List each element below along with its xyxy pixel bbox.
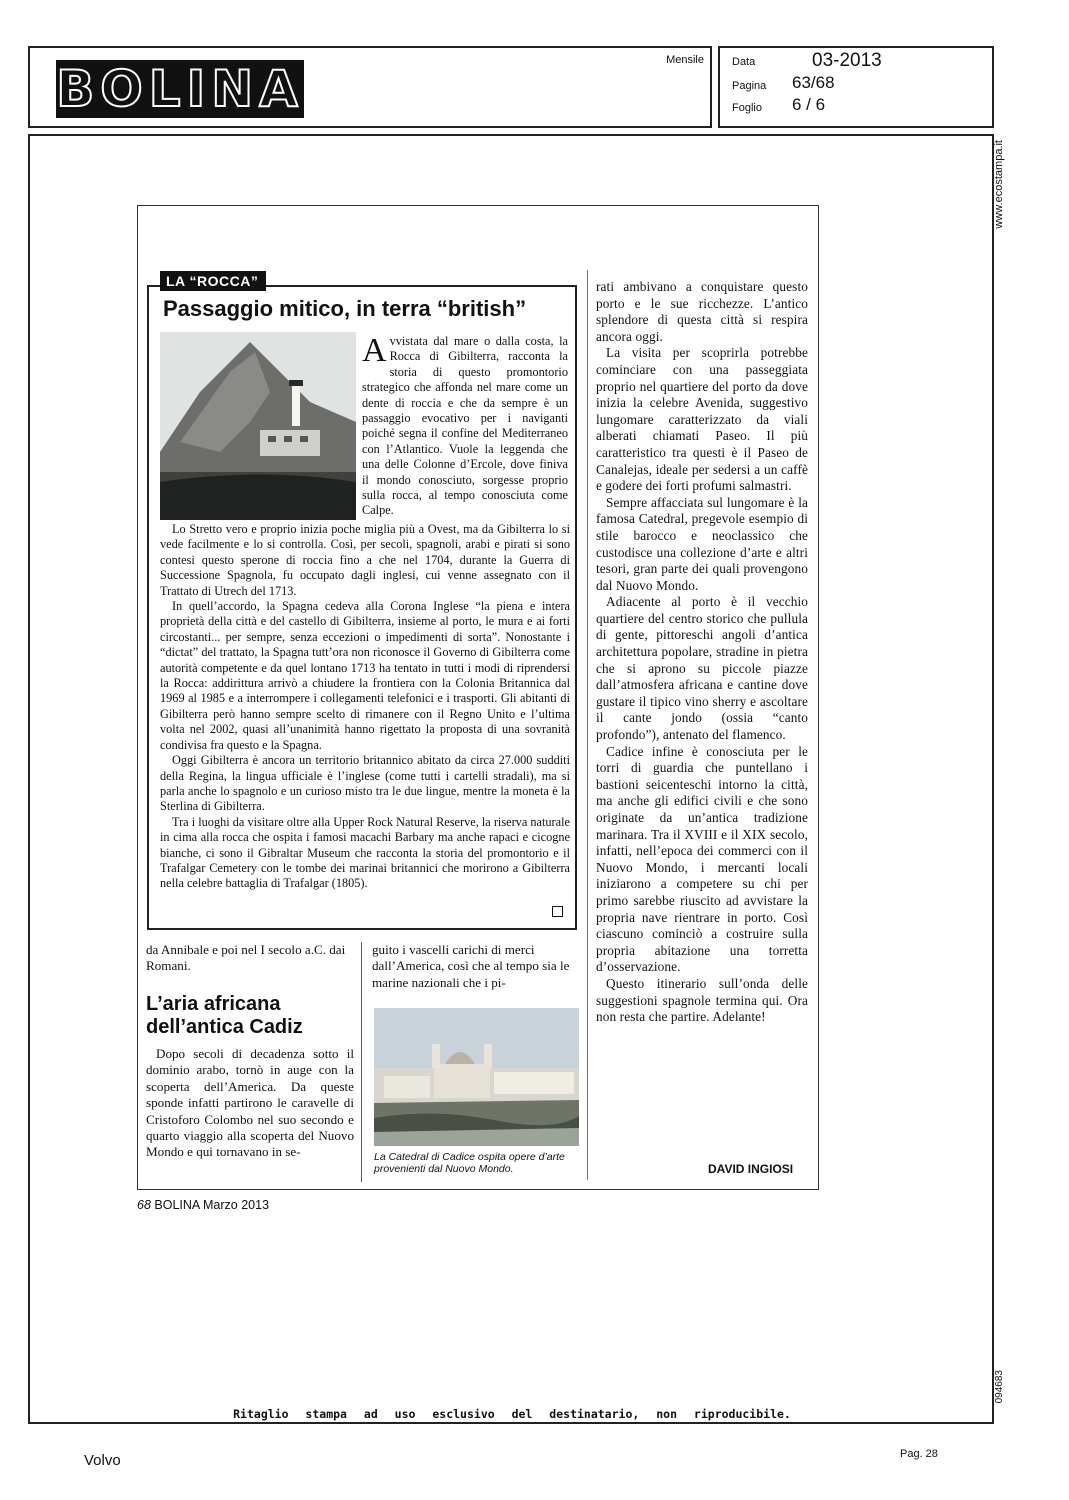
foglio-label: Foglio bbox=[732, 102, 762, 114]
data-label: Data bbox=[732, 56, 756, 68]
photo-caption: La Catedral di Cadice ospita opere d’arte provenienti dal Nuovo Mondo. bbox=[374, 1151, 565, 1175]
cadiz-cathedral-photo bbox=[374, 1008, 579, 1146]
box-paragraph-1: vvistata dal mare o dalla costa, la Rocca di Gibilterra, racconta la storia di questo promontorio strategico che affonda nel mare come un dente di roccia e che da sempre è un passaggio evocativo per i naviganti poiché segna il confine del Mediterraneo con l’Atlantico. Vuole la leggenda che una delle Colonne d’Ercole, dove finiva il mondo conosciuto, sorgesse proprio sulla rocca, al tempo conosciuta come Calpe. bbox=[362, 334, 568, 518]
section-tag: LA “ROCCA” bbox=[160, 271, 266, 291]
column-1-paragraph: Dopo secoli di decadenza sotto il dominio arabo, tornò in auge con la scoperta dell’America. Da queste sponde infatti partirono le caravelle di Cristoforo Colombo nel suo secondo e quarto viaggio alla scoperta del Nuovo Mondo e qui tornavano in se- bbox=[146, 1046, 354, 1160]
client-brand: Volvo bbox=[84, 1452, 121, 1469]
column-divider-lower bbox=[361, 942, 362, 1182]
column-3-paragraph-4: Adiacente al porto è il vecchio quartiere del centro storico che pullula di gente, pittoreschi angoli d’antica architettura popolare, stradine in pietra che si aprono su piccole piazze dall’atmosfera africana e cantine dove gustare il tipico vino sherry e ascoltare il cante jondo (ossia “canto profondo”), antenato del flamenco. bbox=[596, 594, 808, 743]
page-folio bbox=[137, 1198, 269, 1212]
column-3-paragraph-6: Questo itinerario sull’onda delle suggestioni spagnole termina qui. Ora non resta che partire. Adelante! bbox=[596, 975, 808, 1025]
gibraltar-photo bbox=[160, 332, 356, 520]
column-1-body bbox=[146, 1046, 354, 1161]
subheading: L’aria africana dell’antica Cadiz bbox=[146, 993, 303, 1038]
box-paragraph-2: Lo Stretto vero e proprio inizia poche miglia più a Ovest, ma da Gibilterra lo si vede facilmente e lo si controlla. Così, per secoli, spagnoli, arabi e pirati si sono contesi questo sperone di roccia fino a che nel 1704, durante la Guerra di Successione Spagnola, fu occupato dagli inglesi, cui venne assegnato con il Trattato di Utrech del 1713. bbox=[160, 522, 570, 598]
reproduction-notice: Ritaglio stampa ad uso esclusivo del destinatario, non riproducibile. bbox=[233, 1407, 791, 1421]
folio-text: BOLINA Marzo 2013 bbox=[154, 1198, 270, 1212]
end-mark bbox=[552, 906, 563, 917]
pagina-value: 63/68 bbox=[792, 73, 835, 92]
column-3-body bbox=[596, 279, 808, 1026]
column-3-paragraph-1: rati ambivano a conquistare questo porto e le sue ricchezze. L’antico splendore di questa città si respira ancora oggi. bbox=[596, 279, 808, 344]
clip-code: 094683 bbox=[994, 1370, 1005, 1404]
box-headline: Passaggio mitico, in terra “british” bbox=[163, 296, 527, 321]
page-number: Pag. 28 bbox=[900, 1448, 938, 1460]
metadata-box bbox=[718, 46, 994, 128]
masthead-box bbox=[28, 46, 712, 128]
author-byline: DAVID INGIOSI bbox=[708, 1162, 794, 1176]
box-paragraph-5: Tra i luoghi da visitare oltre alla Upper Rock Natural Reserve, la riserva naturale in cima alla rocca che ospita i famosi macachi Barbary ma anche rapaci e cicogne bianche, ci sono il Gibraltar Museum che racconta la storia del promontorio e il Trafalgar Cemetery con le tombe dei marinai britannici che morirono a Gibilterra nella celebre battaglia di Trafalgar (1805). bbox=[160, 814, 570, 891]
pagina-label: Pagina bbox=[732, 80, 767, 92]
box-paragraph-4: Oggi Gibilterra è ancora un territorio britannico abitato da circa 27.000 sudditi della Regina, la lingua ufficiale è l’inglese (come tutti i cartelli stradali), ma si parla anche lo spagnolo e un curioso misto tra le due lingue, mentre la moneta è la Sterlina di Gibilterra. bbox=[160, 753, 570, 814]
column-3-paragraph-3: Sempre affacciata sul lungomare è la famosa Catedral, pregevole esempio di stile barocco e neoclassico che custodisce una collezione d’arte e altri tesori, gran parte dei quali provengono dal Nuovo Mondo. bbox=[596, 494, 808, 593]
folio-number: 68 bbox=[137, 1198, 151, 1212]
box-body-text bbox=[160, 522, 570, 892]
column-1-top: da Annibale e poi nel I secolo a.C. dai Romani. bbox=[146, 942, 346, 974]
column-divider bbox=[587, 270, 588, 1180]
source-url[interactable]: www.ecostampa.it bbox=[993, 140, 1005, 229]
drop-cap: A bbox=[362, 332, 387, 369]
box-paragraph-3: In quell’accordo, la Spagna cedeva alla Corona Inglese “la piena e intera proprietà della città e del castello di Gibilterra, insieme al porto, le mura e ai forti circostanti... per sempre, senza eccezioni o impedimenti di sorta”. Nonostante i “dictat” del trattato, la Spagna tutt’ora non riconosce il Governo di Gibilterra come autorità competente e da quel lontano 1713 ha tentato in tutti i modi di riprendersi la Rocca: addirittura arrivò a chiudere la frontiera con la Colonia Britannica dal 1969 al 1985 e a interrompere i collegamenti telefonici e i trasporti. Gli abitanti di Gibilterra però hanno sempre scelto di rimanere con il Regno Unito e l’ultima volta nel 2002, quasi all’unanimità hanno rigettato la proposta di una sovranità condivisa fra questo e la Spagna. bbox=[160, 599, 570, 752]
box-intro-text bbox=[362, 334, 568, 519]
column-2-top: guito i vascelli carichi di merci dall’America, così che al tempo sia le marine nazionali che i pi- bbox=[372, 942, 570, 990]
bolina-logo: BOLINA bbox=[56, 60, 304, 118]
frequency-label: Mensile bbox=[666, 54, 704, 66]
column-3-paragraph-5: Cadice infine è conosciuta per le torri di guardia che puntellano i bastioni seicenteschi intorno la città, ma anche gli edifici civili e che sono originate da un’antica tradizione marinara. Tra il XVIII e il XIX secolo, infatti, nell’epoca dei commerci con il Nuovo Mondo, i mercanti locali iniziarono a competere su chi per primo sarebbe riuscito ad avvistare la propria nave rientrare in porto. Così ciascuno cominciò a costruire sulla propria abitazione una torretta d’osservazione. bbox=[596, 743, 808, 975]
foglio-value: 6 / 6 bbox=[792, 95, 826, 114]
column-3-paragraph-2: La visita per scoprirla potrebbe cominciare con una passeggiata proprio nel quartiere del porto da dove inizia la celebre Avenida, suggestivo lungomare caratterizzato da viali alberati chiamati Paseo. Il più caratteristico tra questi è il Paseo de Canalejas, ideale per sedersi a un caffè e godere dei forti profumi salmastri. bbox=[596, 345, 808, 494]
data-value: 03-2013 bbox=[812, 50, 882, 71]
